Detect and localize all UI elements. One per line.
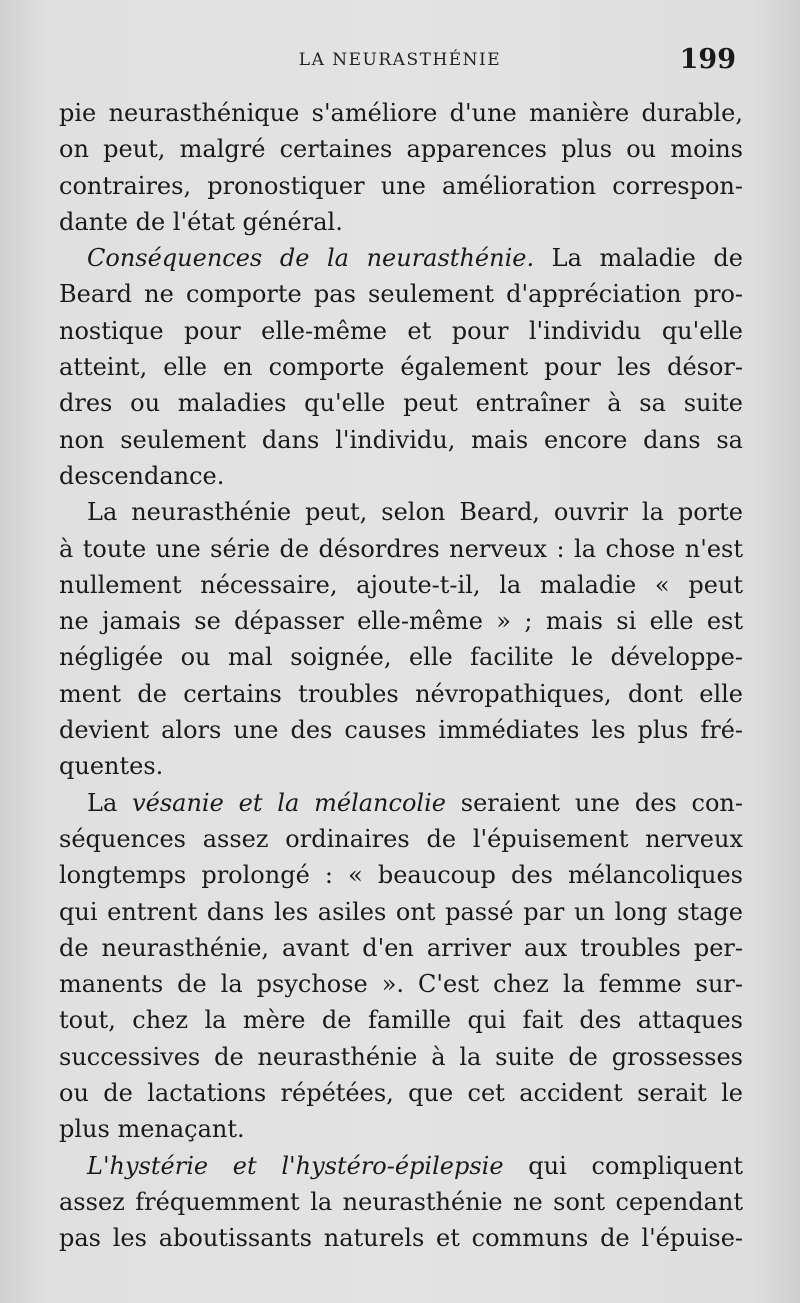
text-segment: ou de lactations répétées, que cet accident serait le [59, 1079, 743, 1108]
text-segment: qui entrent dans les asiles ont passé par un long stage [59, 897, 743, 926]
text-segment: pas les aboutissants naturels et communs de l'épuise- [59, 1224, 743, 1253]
text-line [59, 313, 743, 349]
italic-phrase: vésanie et la mélancolie [132, 788, 446, 817]
text-segment: assez fréquemment la neurasthénie ne sont cependant [59, 1187, 743, 1216]
body-text [59, 95, 743, 1257]
text-line [59, 204, 743, 240]
text-segment: descendance. [59, 461, 225, 490]
running-title: LA NEURASTHÉNIE [298, 50, 502, 70]
text-segment: de neurasthénie, avant d'en arriver aux troubles per- [59, 933, 743, 962]
text-segment: ment de certains troubles névropathiques, dont elle [59, 679, 743, 708]
text-segment: La neurasthénie peut, selon Beard, ouvrir la porte [87, 498, 743, 527]
text-line [59, 1002, 743, 1038]
text-line [59, 567, 743, 603]
italic-phrase: L'hystérie et l'hystéro-épilepsie [87, 1151, 504, 1180]
text-segment: Beard ne comporte pas seulement d'appréciation pro- [59, 280, 743, 309]
italic-phrase: Conséquences de la neurasthénie. [87, 244, 535, 273]
text-segment: dante de l'état général. [59, 207, 343, 236]
text-segment: on peut, malgré certaines apparences plus ou moins [59, 135, 743, 164]
text-segment: séquences assez ordinaires de l'épuisement nerveux [59, 824, 743, 853]
text-segment: ne jamais se dépasser elle-même » ; mais si elle est [59, 607, 743, 636]
text-line [59, 276, 743, 312]
text-segment: devient alors une des causes immédiates les plus fré- [59, 716, 743, 745]
text-line [59, 639, 743, 675]
text-segment: La maladie de [534, 244, 743, 273]
text-line [59, 349, 743, 385]
text-line [59, 1039, 743, 1075]
text-line [59, 240, 743, 276]
text-line [59, 168, 743, 204]
text-line [59, 712, 743, 748]
text-line [59, 1184, 743, 1220]
text-line [59, 966, 743, 1002]
page-number: 199 [679, 44, 736, 75]
text-line [59, 894, 743, 930]
text-line [59, 603, 743, 639]
text-line [59, 531, 743, 567]
text-segment: qui compliquent [503, 1151, 743, 1180]
text-line [59, 1220, 743, 1256]
text-line [59, 494, 743, 530]
text-segment: plus menaçant. [59, 1115, 245, 1144]
text-line [59, 458, 743, 494]
text-line [59, 1111, 743, 1147]
text-segment: non seulement dans l'individu, mais encore dans sa [59, 425, 743, 454]
text-line [59, 385, 743, 421]
text-segment: successives de neurasthénie à la suite de grossesses [59, 1042, 743, 1071]
text-segment: contraires, pronostiquer une amélioration correspon- [59, 171, 743, 200]
text-line [59, 95, 743, 131]
text-line [59, 1148, 743, 1184]
text-line [59, 821, 743, 857]
text-line [59, 785, 743, 821]
text-segment: nullement nécessaire, ajoute-t-il, la maladie « peut [59, 570, 743, 599]
text-line [59, 131, 743, 167]
text-segment: quentes. [59, 752, 164, 781]
text-line [59, 857, 743, 893]
text-line [59, 676, 743, 712]
text-segment: tout, chez la mère de famille qui fait des attaques [59, 1006, 743, 1035]
text-segment: seraient une des con- [445, 788, 743, 817]
text-segment: négligée ou mal soignée, elle facilite le développe- [59, 643, 743, 672]
text-line [59, 422, 743, 458]
text-segment: manents de la psychose ». C'est chez la femme sur- [59, 970, 743, 999]
text-segment: La [87, 788, 133, 817]
text-line [59, 748, 743, 784]
text-segment: dres ou maladies qu'elle peut entraîner à sa suite [59, 389, 743, 418]
text-segment: longtemps prolongé : « beaucoup des mélancoliques [59, 861, 743, 890]
text-line [59, 930, 743, 966]
text-line [59, 1075, 743, 1111]
page-header [60, 40, 740, 84]
text-segment: nostique pour elle-même et pour l'individu qu'elle [59, 316, 743, 345]
text-segment: à toute une série de désordres nerveux : la chose n'est [59, 534, 743, 563]
text-segment: atteint, elle en comporte également pour les désor- [59, 353, 743, 382]
text-segment: pie neurasthénique s'améliore d'une manière durable, [59, 99, 743, 127]
